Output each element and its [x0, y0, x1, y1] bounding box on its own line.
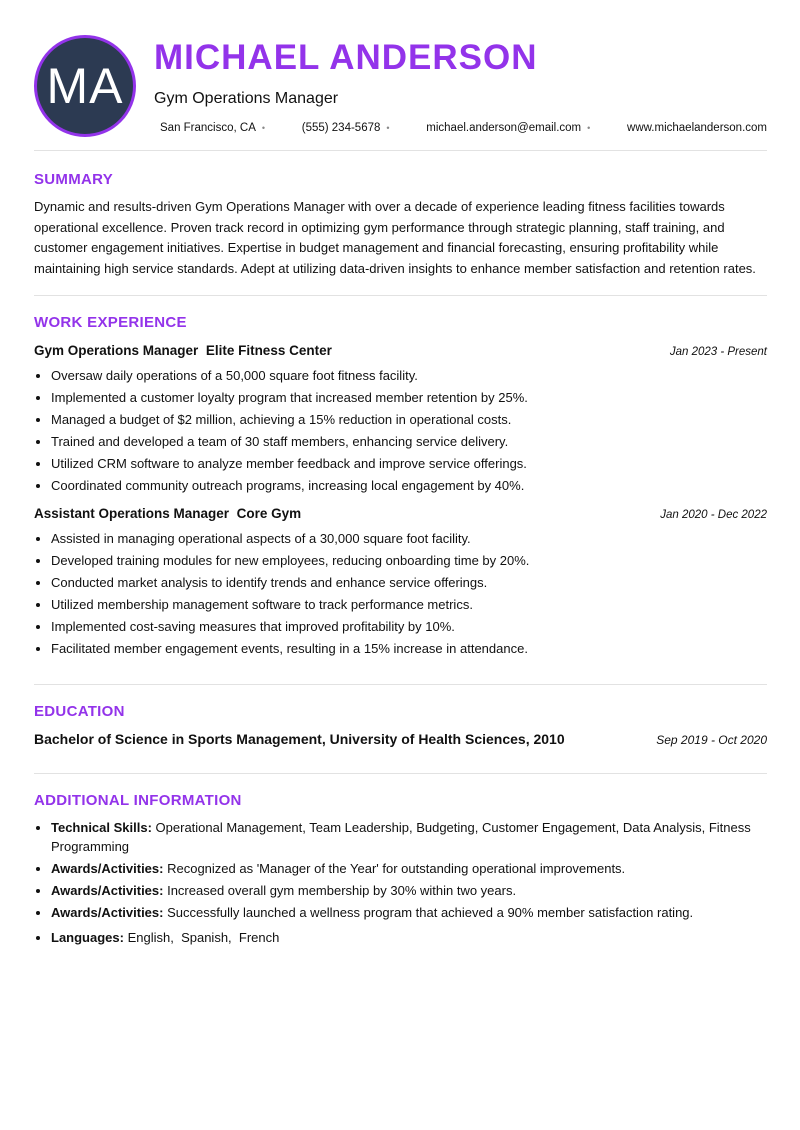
additional-section — [34, 774, 767, 947]
job-dates: Jan 2020 - Dec 2022 — [660, 509, 767, 521]
list-item: • Developed training modules for new employees, reducing onboarding time by 20%. — [51, 550, 767, 572]
info-label: Languages: — [51, 930, 124, 945]
list-item: • Utilized CRM software to analyze member feedback and improve service offerings. — [51, 453, 767, 475]
info-text: English, Spanish, French — [127, 930, 280, 945]
section-heading-experience: WORK EXPERIENCE — [34, 314, 187, 331]
section-heading-additional: ADDITIONAL INFORMATION — [34, 792, 242, 809]
list-item — [51, 818, 767, 856]
education-section — [34, 685, 767, 773]
section-heading-summary: SUMMARY — [34, 171, 114, 188]
list-item: • Trained and developed a team of 30 staff members, enhancing service delivery. — [51, 431, 767, 453]
education-entry — [34, 729, 767, 749]
job-header — [34, 342, 767, 361]
contact-location: San Francisco, CA • — [160, 122, 266, 134]
separator-dot: • — [261, 123, 266, 133]
info-text: Increased overall gym membership by 30% within two years. — [167, 883, 517, 898]
contact-email[interactable]: michael.anderson@email.com • — [426, 122, 591, 134]
separator-dot: • — [386, 123, 390, 133]
resume-header — [34, 0, 767, 150]
list-item — [51, 859, 767, 878]
education-dates: Sep 2019 - Oct 2020 — [656, 733, 767, 747]
candidate-title: Gym Operations Manager — [154, 90, 339, 107]
job-company: Core Gym — [236, 506, 302, 521]
section-heading-education: EDUCATION — [34, 703, 125, 720]
list-item: • Utilized membership management software to track performance metrics. — [51, 594, 767, 616]
info-label: Technical Skills: — [51, 820, 152, 835]
avatar-initials: MA — [46, 58, 124, 114]
list-item — [51, 928, 767, 947]
list-item: • Oversaw daily operations of a 50,000 square foot fitness facility. — [51, 365, 767, 387]
additional-list — [34, 818, 767, 947]
job-dates: Jan 2023 - Present — [669, 346, 767, 358]
job-entry — [34, 342, 767, 497]
list-item: • Coordinated community outreach programs, increasing local engagement by 40%. — [51, 475, 767, 497]
avatar — [34, 35, 136, 137]
job-company: Elite Fitness Center — [205, 343, 332, 358]
info-text: Successfully launched a wellness program that achieved a 90% member satisfaction rating. — [167, 905, 694, 920]
contact-website[interactable]: www.michaelanderson.com — [627, 122, 767, 134]
list-item — [51, 881, 767, 900]
list-item: • Facilitated member engagement events, resulting in a 15% increase in attendance. — [51, 638, 767, 660]
job-role: Assistant Operations Manager — [34, 506, 230, 521]
list-item: • Implemented cost-saving measures that improved profitability by 10%. — [51, 616, 767, 638]
candidate-name: MICHAEL ANDERSON — [154, 38, 538, 77]
job-bullets — [34, 365, 767, 497]
job-header — [34, 505, 767, 524]
contact-phone: (555) 234-5678 • — [301, 122, 390, 134]
summary-text: Dynamic and results-driven Gym Operations Manager with over a decade of experience leading fitness facilities towards operational excellence. Proven track record in optimizing gym performance through strategic planning, staff training, and customer engagement initiatives. Expertise in budget management and financial forecasting, ensuring profitability while maintaining high service standards. Adept at utilizing data-driven insights to enhance member satisfaction and retention rates. — [34, 199, 756, 276]
info-text: Operational Management, Team Leadership, Budgeting, Customer Engagement, Data Analysis, Fitness Programming — [51, 820, 751, 854]
experience-section — [34, 296, 767, 676]
contact-info — [160, 120, 767, 136]
education-degree: Bachelor of Science in Sports Management, University of Health Sciences, 2010 — [34, 731, 565, 747]
summary-section — [34, 151, 767, 295]
info-label: Awards/Activities: — [51, 861, 164, 876]
list-item — [51, 903, 767, 922]
resume-page — [34, 0, 767, 950]
job-entry — [34, 505, 767, 660]
info-label: Awards/Activities: — [51, 883, 164, 898]
info-label: Awards/Activities: — [51, 905, 164, 920]
list-item: • Assisted in managing operational aspects of a 30,000 square foot facility. — [51, 528, 767, 550]
info-text: Recognized as 'Manager of the Year' for outstanding operational improvements. — [167, 861, 626, 876]
list-item: • Conducted market analysis to identify trends and enhance service offerings. — [51, 572, 767, 594]
job-role: Gym Operations Manager — [34, 343, 199, 358]
list-item: • Implemented a customer loyalty program that increased member retention by 25%. — [51, 387, 767, 409]
separator-dot: • — [587, 123, 591, 133]
list-item: • Managed a budget of $2 million, achieving a 15% reduction in operational costs. — [51, 409, 767, 431]
job-bullets — [34, 528, 767, 660]
